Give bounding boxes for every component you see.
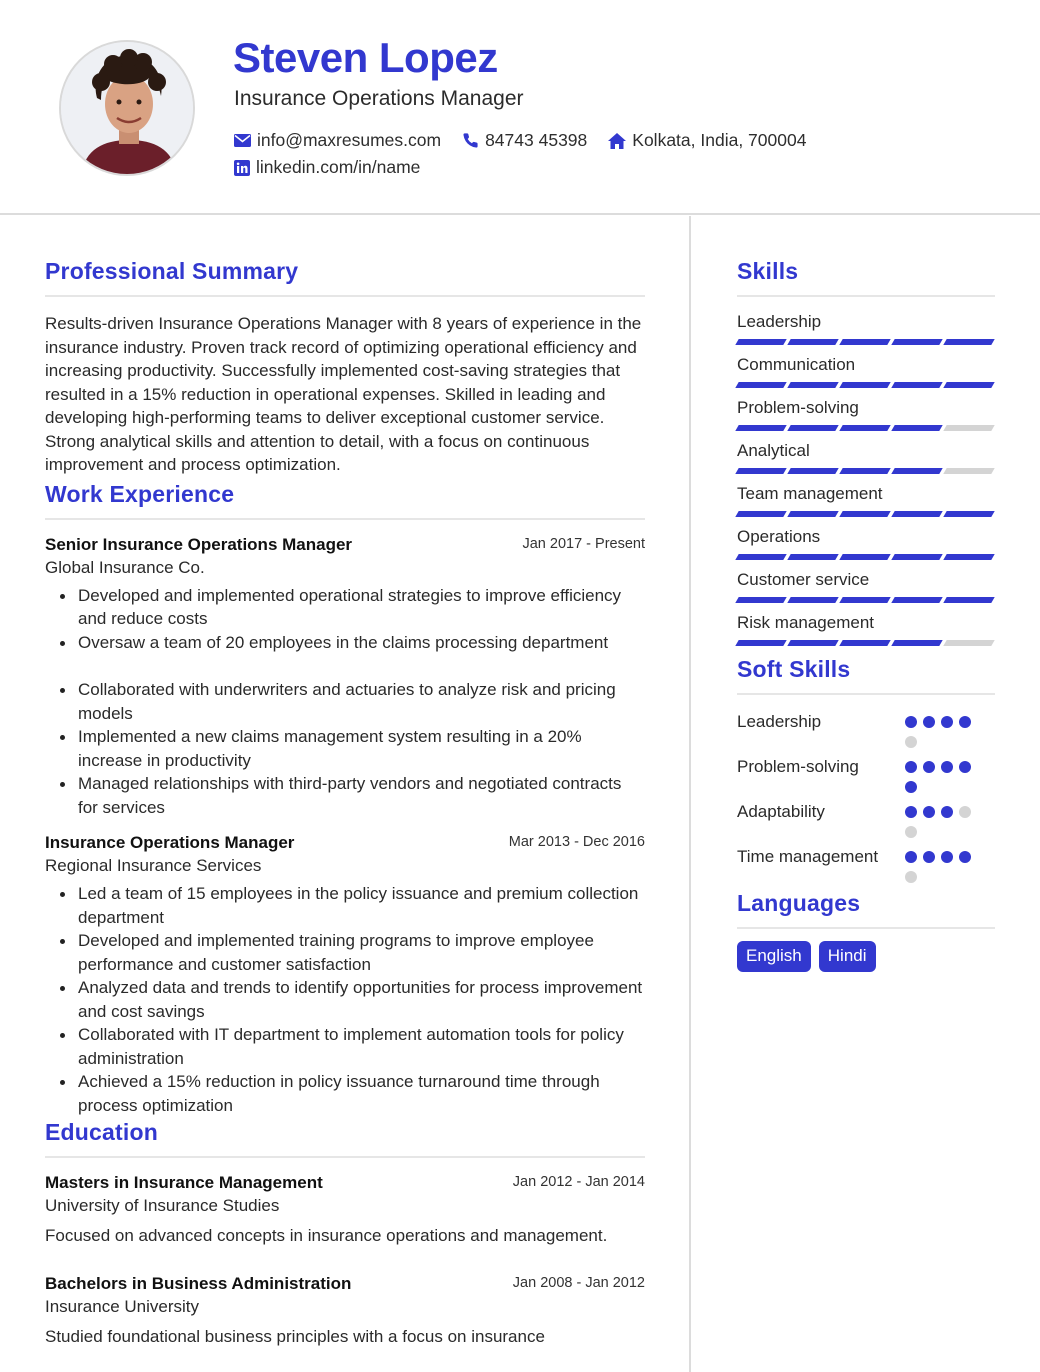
skill-level-segment — [891, 640, 942, 646]
language-badge: Hindi — [819, 941, 876, 972]
profile-photo — [59, 40, 195, 176]
skill-level-segment — [787, 382, 838, 388]
skill-level-segment — [891, 425, 942, 431]
skill-level-segment — [787, 511, 838, 517]
skill-level-segment — [787, 554, 838, 560]
rating-dot — [905, 871, 917, 883]
phone-icon — [462, 132, 479, 149]
column-divider — [689, 216, 691, 1372]
skill-level-segment — [943, 597, 994, 603]
job-role: Insurance Operations Manager — [45, 833, 295, 852]
skill-level-segment — [943, 382, 994, 388]
candidate-name: Steven Lopez — [233, 34, 498, 81]
school: Insurance University — [45, 1296, 200, 1316]
job-bullet: Developed and implemented operational strategies to improve efficiency and reduce costs — [78, 584, 645, 631]
contact-location — [608, 130, 806, 151]
skill-level-segment — [943, 511, 994, 517]
skill-level-segment — [839, 511, 890, 517]
phone-text: 84743 45398 — [485, 130, 588, 150]
avatar-illustration — [61, 42, 195, 176]
rating-dot — [959, 806, 971, 818]
skill-name: Leadership — [737, 312, 822, 331]
skill-level-segment — [943, 425, 994, 431]
skills-list — [737, 312, 995, 646]
soft-skills-heading: Soft Skills — [737, 656, 995, 695]
skill-level-segment — [943, 468, 994, 474]
job-bullet: Achieved a 15% reduction in policy issuance turnaround time through process optimization — [78, 1070, 645, 1117]
soft-skill-rating — [905, 845, 977, 883]
job-bullet: Analyzed data and trends to identify opportunities for process improvement and cost savings — [78, 976, 645, 1023]
skill-level-segment — [839, 382, 890, 388]
skill-level-segment — [891, 339, 942, 345]
rating-dot — [941, 761, 953, 773]
skill-level-segment — [787, 339, 838, 345]
home-icon — [608, 133, 626, 149]
soft-skill-name: Adaptability — [737, 802, 825, 821]
education-entry — [45, 1274, 645, 1349]
job-dates: Mar 2013 - Dec 2016 — [508, 834, 645, 850]
skill-level-segment — [735, 511, 786, 517]
skill-level-segment — [839, 468, 890, 474]
job-bullets — [45, 584, 645, 820]
rating-dot — [905, 781, 917, 793]
languages-heading: Languages — [737, 890, 995, 929]
languages-list — [737, 941, 995, 972]
skill-level-segment — [891, 554, 942, 560]
rating-dot — [905, 826, 917, 838]
experience-heading: Work Experience — [45, 481, 645, 520]
skill-level-bar — [737, 554, 995, 560]
summary-heading: Professional Summary — [45, 258, 645, 297]
skill-level-segment — [839, 640, 890, 646]
skill-level-segment — [943, 640, 994, 646]
skill-level-segment — [787, 640, 838, 646]
education-entry — [45, 1173, 645, 1248]
skill-level-segment — [735, 382, 786, 388]
skill-level-bar — [737, 468, 995, 474]
education-desc: Focused on advanced concepts in insurance operations and management. — [45, 1226, 608, 1245]
education-dates: Jan 2008 - Jan 2012 — [512, 1274, 645, 1291]
candidate-title: Insurance Operations Manager — [234, 87, 524, 110]
contact-linkedin[interactable] — [234, 157, 420, 178]
job-bullet: Developed and implemented training programs to improve employee performance and customer satisfaction — [78, 929, 645, 976]
job-dates: Jan 2017 - Present — [522, 535, 645, 552]
degree: Bachelors in Business Administration — [45, 1273, 352, 1293]
rating-dot — [959, 761, 971, 773]
rating-dot — [959, 716, 971, 728]
skill-name: Communication — [737, 355, 856, 374]
skill-level-segment — [943, 554, 994, 560]
language-badge: English — [737, 941, 811, 972]
contact-phone[interactable] — [462, 130, 587, 151]
skill-level-segment — [839, 339, 890, 345]
rating-dot — [941, 806, 953, 818]
soft-skill-item — [737, 845, 995, 883]
skill-level-segment — [735, 468, 786, 474]
rating-dot — [905, 851, 917, 863]
job-bullet: Collaborated with IT department to implement automation tools for policy administration — [78, 1023, 645, 1070]
contact-row — [234, 130, 827, 151]
education-heading: Education — [45, 1119, 645, 1158]
skill-item — [737, 312, 995, 345]
job-bullets — [45, 882, 645, 1117]
skills-heading: Skills — [737, 258, 995, 297]
skill-level-segment — [787, 597, 838, 603]
linkedin-text: linkedin.com/in/name — [256, 157, 421, 177]
summary-text: Results-driven Insurance Operations Manager with 8 years of experience in the insurance industry. Proven track record of optimizing operational efficiency and increasing productivity. Successfully implemented cost-saving strategies that resulted in a 15% reduction in operational expenses. Skilled in leading and developing high-performing teams to deliver exceptional customer service. Strong analytical skills and attention to detail, with a focus on continuous improvement and process optimization. — [45, 314, 642, 474]
rating-dot — [941, 851, 953, 863]
job-bullet: Managed relationships with third-party vendors and negotiated contracts for services — [78, 772, 645, 819]
skill-name: Customer service — [737, 570, 870, 589]
skill-level-segment — [839, 597, 890, 603]
soft-skill-item — [737, 755, 995, 793]
side-column — [737, 258, 995, 972]
skill-level-bar — [737, 511, 995, 517]
main-column — [45, 258, 645, 1372]
skill-name: Operations — [737, 527, 821, 546]
job-bullet: Collaborated with underwriters and actuaries to analyze risk and pricing models — [78, 678, 645, 725]
location-text: Kolkata, India, 700004 — [632, 130, 807, 150]
soft-skill-name: Time management — [737, 847, 879, 866]
soft-skill-rating — [905, 800, 977, 838]
skill-level-segment — [839, 554, 890, 560]
soft-skill-name: Problem-solving — [737, 757, 859, 776]
job-bullet: Implemented a new claims management system resulting in a 20% increase in productivity — [78, 725, 645, 772]
job-bullet: Oversaw a team of 20 employees in the claims processing department — [78, 631, 645, 655]
skill-item — [737, 484, 995, 517]
rating-dot — [905, 716, 917, 728]
contact-row-2 — [234, 157, 441, 178]
skill-item — [737, 527, 995, 560]
skill-item — [737, 441, 995, 474]
job-bullet: Led a team of 15 employees in the policy issuance and premium collection department — [78, 882, 645, 929]
contact-email[interactable] — [234, 130, 441, 151]
rating-dot — [941, 716, 953, 728]
job-entry — [45, 535, 645, 820]
skill-level-segment — [735, 597, 786, 603]
rating-dot — [923, 716, 935, 728]
soft-skill-item — [737, 710, 995, 748]
skill-level-segment — [787, 468, 838, 474]
job-entry — [45, 833, 645, 1117]
skill-name: Problem-solving — [737, 398, 859, 417]
email-text: info@maxresumes.com — [257, 130, 442, 150]
skill-item — [737, 398, 995, 431]
degree: Masters in Insurance Management — [45, 1173, 323, 1192]
soft-skill-name: Leadership — [737, 712, 822, 731]
skill-level-segment — [943, 339, 994, 345]
skill-name: Analytical — [737, 441, 810, 460]
skill-name: Team management — [737, 484, 883, 503]
school: University of Insurance Studies — [45, 1196, 280, 1215]
skill-name: Risk management — [737, 613, 875, 632]
rating-dot — [905, 806, 917, 818]
skill-level-bar — [737, 640, 995, 646]
soft-skill-rating — [905, 710, 977, 748]
skill-level-segment — [891, 597, 942, 603]
soft-skill-rating — [905, 755, 977, 793]
skill-level-bar — [737, 382, 995, 388]
skill-level-bar — [737, 425, 995, 431]
skill-level-segment — [787, 425, 838, 431]
resume-header — [0, 0, 1040, 215]
skill-level-segment — [735, 640, 786, 646]
soft-skill-item — [737, 800, 995, 838]
rating-dot — [923, 851, 935, 863]
skill-level-segment — [839, 425, 890, 431]
job-company: Regional Insurance Services — [45, 856, 262, 875]
education-dates: Jan 2012 - Jan 2014 — [512, 1174, 645, 1190]
envelope-icon — [234, 134, 251, 147]
skill-level-segment — [735, 554, 786, 560]
job-role: Senior Insurance Operations Manager — [45, 534, 353, 554]
skill-level-segment — [891, 511, 942, 517]
education-desc: Studied foundational business principles with a focus on insurance — [45, 1326, 545, 1346]
rating-dot — [905, 761, 917, 773]
skill-level-segment — [735, 425, 786, 431]
rating-dot — [905, 736, 917, 748]
skill-level-bar — [737, 597, 995, 603]
skill-item — [737, 570, 995, 603]
rating-dot — [959, 851, 971, 863]
skill-item — [737, 613, 995, 646]
job-company: Global Insurance Co. — [45, 557, 205, 577]
skill-item — [737, 355, 995, 388]
soft-skills-list — [737, 710, 995, 883]
rating-dot — [923, 761, 935, 773]
skill-level-bar — [737, 339, 995, 345]
rating-dot — [923, 806, 935, 818]
linkedin-icon — [234, 160, 250, 176]
skill-level-segment — [891, 382, 942, 388]
skill-level-segment — [891, 468, 942, 474]
skill-level-segment — [735, 339, 786, 345]
